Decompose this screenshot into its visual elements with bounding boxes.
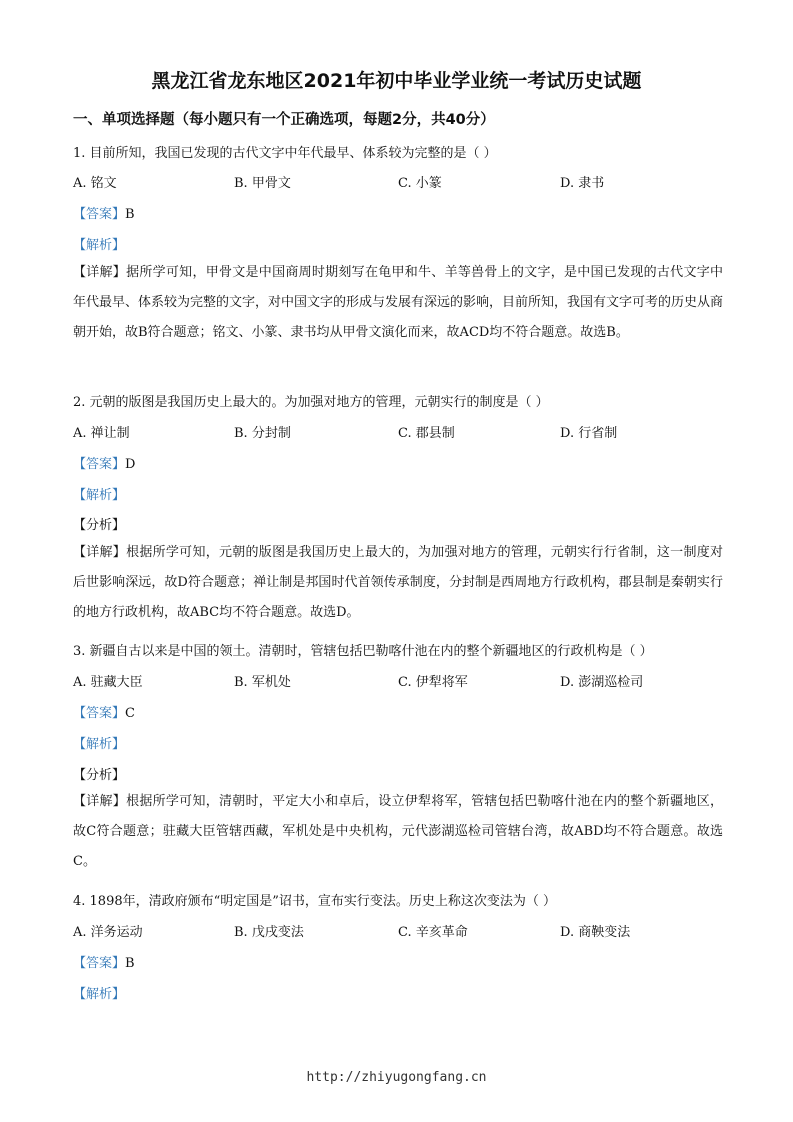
q4-stem: 4. 1898年，清政府颁布“明定国是”诏书，宣布实行变法。历史上称这次变法为（ ）	[73, 894, 557, 909]
q4-options	[73, 921, 723, 939]
q4-option-c: C. 辛亥革命	[398, 925, 468, 940]
answer-tag: 【答案】	[73, 956, 126, 971]
q2-options	[73, 422, 723, 440]
q4-answer	[73, 952, 135, 971]
q1-options	[73, 172, 723, 190]
q3-stem: 3. 新疆自古以来是中国的领土。清朝时，管辖包括巴勒喀什池在内的整个新疆地区的行政机构是（ ）	[73, 644, 653, 659]
q1-detail-text: 据所学可知，甲骨文是中国商周时期刻写在龟甲和牛、羊等兽骨上的文字，是中国已发现的古代文字中年代最早、体系较为完整的文字，对中国文字的形成与发展有深远的影响，目前所知，我国有文字可考的历史从商朝开始，故B符合题意；铭文、小篆、隶书均从甲骨文演化而来，故ACD均不符合题意。故选B。	[73, 265, 724, 340]
q4-option-a: A. 洋务运动	[73, 925, 143, 940]
q3-option-a: A. 驻藏大臣	[73, 675, 143, 690]
q2-detail	[73, 538, 723, 628]
q4-answer-value: B	[125, 956, 135, 971]
q2-answer-value: D	[125, 457, 136, 472]
q3-detail	[73, 787, 723, 877]
detail-tag: 【详解】	[73, 265, 127, 280]
q2-answer	[73, 453, 135, 472]
q1-option-d: D. 隶书	[560, 176, 605, 191]
q2-stem: 2. 元朝的版图是我国历史上最大的。为加强对地方的管理，元朝实行的制度是（ ）	[73, 395, 549, 410]
q3-fenxi: 【分析】	[73, 768, 126, 783]
analysis-tag: 【解析】	[73, 238, 126, 253]
page-title: 黑龙江省龙东地区2021年初中毕业学业统一考试历史试题	[151, 70, 642, 92]
analysis-tag: 【解析】	[73, 987, 126, 1002]
q1-stem: 1. 目前所知，我国已发现的古代文字中年代最早、体系较为完整的是（ ）	[73, 146, 497, 161]
footer-url[interactable]: http://zhiyugongfang.cn	[306, 1070, 487, 1085]
q2-detail-text: 根据所学可知，元朝的版图是我国历史上最大的，为加强对地方的管理，元朝实行行省制，这一制度对后世影响深远，故D符合题意；禅让制是邦国时代首领传承制度，分封制是西周地方行政机构，郡县制是秦朝实行的地方行政机构，故ABC均不符合题意。故选D。	[73, 545, 723, 620]
q3-answer-value: C	[125, 706, 135, 721]
q3-option-c: C. 伊犁将军	[398, 675, 468, 690]
q4-option-b: B. 戊戌变法	[234, 925, 304, 940]
q1-analysis	[73, 234, 125, 253]
q2-fenxi: 【分析】	[73, 518, 126, 533]
q1-detail	[73, 258, 723, 348]
q1-answer-value: B	[125, 207, 135, 222]
q3-option-d: D. 澎湖巡检司	[560, 675, 644, 690]
q3-options	[73, 671, 723, 689]
q2-option-b: B. 分封制	[234, 426, 291, 441]
q4-option-d: D. 商鞅变法	[560, 925, 631, 940]
q2-analysis	[73, 484, 125, 503]
answer-tag: 【答案】	[73, 457, 126, 472]
analysis-tag: 【解析】	[73, 737, 126, 752]
detail-tag: 【详解】	[73, 545, 127, 560]
answer-tag: 【答案】	[73, 207, 126, 222]
analysis-tag: 【解析】	[73, 488, 126, 503]
detail-tag: 【详解】	[73, 794, 127, 809]
q1-option-a: A. 铭文	[73, 176, 117, 191]
q4-analysis	[73, 983, 125, 1002]
q3-option-b: B. 军机处	[234, 675, 291, 690]
q3-analysis	[73, 733, 125, 752]
q3-answer	[73, 702, 135, 721]
answer-tag: 【答案】	[73, 706, 126, 721]
q2-option-d: D. 行省制	[560, 426, 618, 441]
q1-answer	[73, 203, 135, 222]
q2-option-a: A. 禅让制	[73, 426, 130, 441]
q3-detail-text: 根据所学可知，清朝时，平定大小和卓后，设立伊犁将军，管辖包括巴勒喀什池在内的整个新疆地区，故C符合题意；驻藏大臣管辖西藏，军机处是中央机构，元代澎湖巡检司管辖台湾，故ABD均不符合题意。故选C。	[73, 794, 723, 869]
q1-option-b: B. 甲骨文	[234, 176, 291, 191]
q1-option-c: C. 小篆	[398, 176, 442, 191]
q2-option-c: C. 郡县制	[398, 426, 455, 441]
section-heading: 一、单项选择题（每小题只有一个正确选项，每题2分，共40分）	[73, 112, 495, 128]
